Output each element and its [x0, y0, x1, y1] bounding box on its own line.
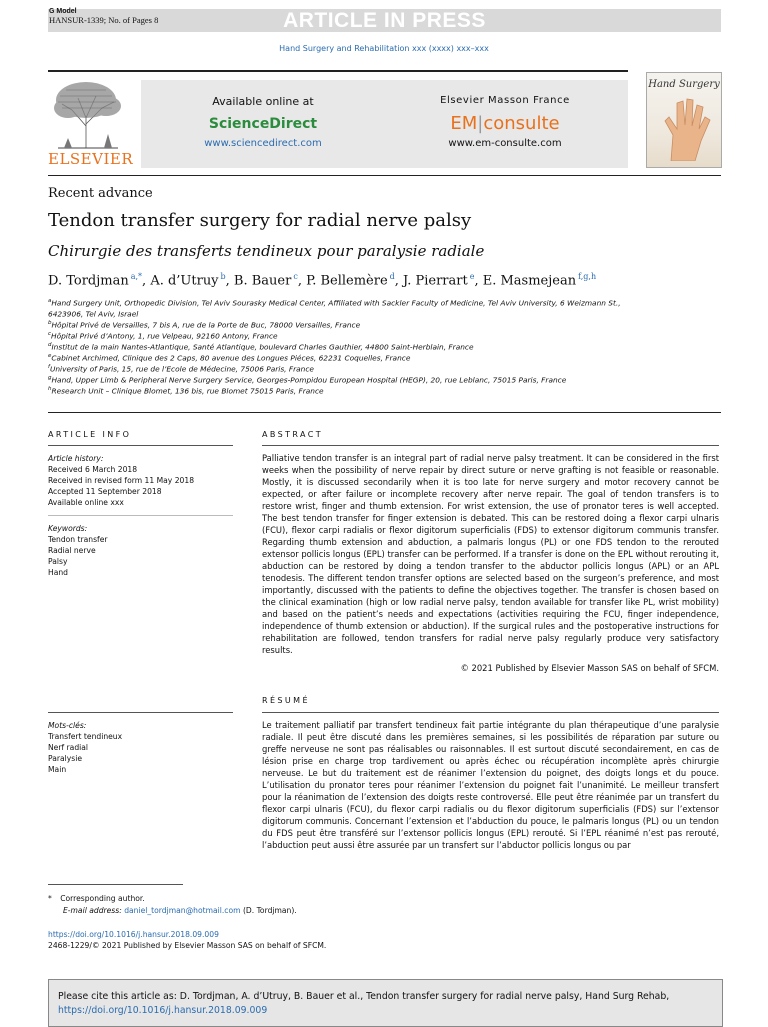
keyword: Hand [48, 568, 68, 577]
motcle: Paralysie [48, 754, 83, 763]
motscles-label: Mots-clés: [48, 721, 87, 730]
motscles-rule [48, 712, 233, 713]
author-name: B. Bauer [233, 273, 292, 289]
author-affiliation-marker[interactable]: d [389, 272, 395, 281]
abstract-heading: ABSTRACT [262, 430, 324, 439]
email-link[interactable]: daniel_tordjman@hotmail.com [124, 906, 241, 915]
affiliation-marker: b [48, 320, 52, 326]
citation-prefix: Please cite this article as: D. Tordjman, A. d’Utruy, B. Bauer et al., Tendon transfer surgery for radial nerve palsy, Hand Surg Rehab, [58, 991, 670, 1002]
info-rule [48, 445, 233, 446]
keyword: Palsy [48, 557, 68, 566]
author-name: D. Tordjman [48, 273, 129, 289]
hand-illustration-icon [655, 95, 713, 161]
header-rule [48, 70, 628, 72]
em-right: consulte [483, 113, 560, 134]
history-item: Received 6 March 2018 [48, 465, 138, 474]
article-type: Recent advance [48, 186, 153, 201]
author-list [48, 272, 596, 288]
history-item: Available online xxx [48, 498, 124, 507]
motscles-block [48, 720, 233, 775]
author-separator: , [142, 273, 151, 289]
email-label: E-mail address: [63, 906, 122, 915]
affiliation-rule [48, 412, 721, 413]
history-item: Accepted 11 September 2018 [48, 487, 162, 496]
affiliation-text: Institut de la main Nantes-Atlantique, Santé Atlantique, boulevard Charles Gauthier, 44800 Saint-Herblain, France [51, 342, 474, 352]
history-item: Received in revised form 11 May 2018 [48, 476, 195, 485]
manuscript-id: HANSUR-1339; No. of Pages 8 [49, 15, 159, 25]
em-consulte-logo[interactable] [420, 113, 590, 134]
em-left: EM [450, 113, 478, 134]
info-rule [48, 515, 233, 516]
author-name: A. d’Utruy [150, 273, 219, 289]
resume-heading: RÉSUMÉ [262, 696, 310, 705]
article-history [48, 453, 233, 508]
em-consulte-link[interactable]: www.em-consulte.com [448, 138, 562, 149]
abstract-text: Palliative tendon transfer is an integral part of radial nerve palsy treatment. It can be considered in the first weeks when the possibility of nerve repair by direct suture or nerve grafting is not feasible or reasonable. Mostly, it is discussed secondarily when it is too late for nerve surgery and motor recovery cannot be expected, or after failure or incomplete recovery after nerve repair. The goal of tendon transfers is to restore wrist, finger and thumb extension. For wrist extension, the use of pronator teres is well accepted. The best tendon transfer for finger extension is debated. This can be restored doing a flexor carpi ulnaris (FCU), flexor carpi radialis or flexor digitorum superficialis (FDS) to extensor digitorum communis transfer. Regarding thumb extension and abduction, a palmaris longus (PL) or one FDS tendon to the rerouted extensor pollicis longus (EPL) transfer can be performed. If a transfer is done on the EPL without rerouting it, abduction can be restored by doing a tendon transfer to the abductor pollicis longus (APL) or an APL tenodesis. The different tendon transfer options are selected based on the surgeon’s preference, and most importantly, discussed with the patients to define the objectives together. The transfer is chosen based on the clinical examination (high or low radial nerve palsy, tendon available for transfer like PL, wrist mobility) and based on the patient’s needs and expectations (activities requiring the FCU, finger independence, independence of thumb extension or abduction). If the surgical rules and the postoperative instructions for rehabilitation are followed, tendon transfers for radial nerve palsy regularly produce very satisfactory results. [262, 453, 719, 655]
author-name: J. Pierrart [403, 273, 468, 289]
author-separator: , [297, 273, 307, 289]
author-affiliation-marker[interactable]: a,* [130, 272, 143, 281]
footnote-star: * [48, 894, 52, 903]
author-separator: , [394, 273, 404, 289]
elsevier-wordmark: ELSEVIER [48, 150, 134, 168]
author-separator: , [225, 273, 234, 289]
affiliation-text: Hôpital Privé d’Antony, 1, rue Velpeau, 92160 Antony, France [51, 331, 278, 341]
citation-box [48, 979, 723, 1027]
affiliation-text: University of Paris, 15, rue de l’Ecole de Médecine, 75006 Paris, France [49, 364, 314, 374]
journal-cover-image [646, 72, 722, 168]
cover-title: Hand Surgery [648, 79, 720, 90]
motcle: Main [48, 765, 67, 774]
motcle: Transfert tendineux [48, 732, 123, 741]
affiliation-text: Hand, Upper Limb & Peripheral Nerve Surgery Service, Georges-Pompidou European Hospital (HEGP), 20, rue Leblanc, 75015 Paris, France [51, 375, 567, 385]
keywords-block [48, 523, 233, 578]
author-name: P. Bellemère [306, 273, 388, 289]
author-affiliation-marker[interactable]: e [469, 272, 475, 281]
author-affiliation-marker[interactable]: c [293, 272, 298, 281]
affiliation-marker: e [48, 353, 52, 359]
email-suffix: (D. Tordjman). [240, 906, 297, 915]
author-affiliation-marker[interactable]: f,g,h [578, 272, 597, 281]
affiliation-marker: h [48, 386, 52, 392]
abstract-copyright: © 2021 Published by Elsevier Masson SAS on behalf of SFCM. [460, 663, 719, 673]
sciencedirect-link[interactable]: www.sciencedirect.com [204, 138, 322, 149]
available-online-label: Available online at [212, 95, 314, 108]
corresponding-label: Corresponding author. [60, 894, 145, 903]
elsevier-masson-label: Elsevier Masson France [440, 95, 570, 106]
email-line [63, 905, 463, 916]
citation-text [58, 990, 718, 1018]
journal-line[interactable]: Hand Surgery and Rehabilitation xxx (xxxx) xxx–xxx [279, 44, 489, 53]
author-affiliation-marker[interactable]: b [220, 272, 226, 281]
affiliation-marker: g [48, 375, 52, 381]
article-title: Tendon transfer surgery for radial nerve palsy [48, 210, 472, 231]
author-name: E. Masmejean [482, 273, 577, 289]
article-in-press-text: ARTICLE IN PRESS [283, 9, 486, 32]
motcle: Nerf radial [48, 743, 89, 752]
banner-rule [48, 175, 721, 176]
affiliation-marker: f [48, 364, 50, 370]
footnote-rule [48, 884, 183, 885]
logo-divider: | [477, 113, 484, 134]
doi-link[interactable]: https://doi.org/10.1016/j.hansur.2018.09.009 [48, 930, 219, 939]
author-separator: , [474, 273, 483, 289]
affiliation-marker: d [48, 342, 52, 348]
citation-doi-link[interactable]: https://doi.org/10.1016/j.hansur.2018.09.009 [58, 1005, 268, 1016]
keyword: Tendon transfer [48, 535, 108, 544]
affiliation-text: Hôpital Privé de Versailles, 7 bis A, rue de la Porte de Buc, 78000 Versailles, France [51, 320, 361, 330]
sciencedirect-logo[interactable]: ScienceDirect [208, 116, 318, 132]
abstract-rule [262, 445, 719, 446]
g-model-label: G Model [49, 8, 77, 15]
history-label: Article history: [48, 454, 104, 463]
affiliation-text: 6423906, Tel Aviv, Israel [48, 309, 139, 319]
affiliation-text: Cabinet Archimed, Clinique des 2 Caps, 80 avenue des Longues Piéces, 62231 Coquelles, France [51, 353, 411, 363]
corresponding-note [48, 893, 448, 904]
issn-line: 2468-1229/© 2021 Published by Elsevier Masson SAS on behalf of SFCM. [48, 941, 327, 950]
affiliation-text: Hand Surgery Unit, Orthopedic Division, Tel Aviv Sourasky Medical Center, Affiliated with Sackler Faculty of Medicine, Tel Aviv University, 6 Weizmann St., [51, 298, 621, 308]
article-subtitle: Chirurgie des transferts tendineux pour paralysie radiale [48, 242, 485, 260]
article-info-heading: ARTICLE INFO [48, 430, 132, 439]
affiliation-text: Research Unit – Clinique Blomet, 136 bis, rue Blomet 75015 Paris, France [51, 386, 324, 396]
affiliation-line [48, 384, 633, 396]
affiliation-marker: a [48, 298, 52, 304]
resume-rule [262, 712, 719, 713]
resume-text: Le traitement palliatif par transfert tendineux fait partie intégrante du plan thérapeutique d’une paralysie radiale. Il peut être discuté dans les premières semaines, si les possibilités de réparation par suture ou greffe nerveuse ne sont pas réalisables ou raisonnables. Il est surtout discuté secondairement, en cas de lésion prise en charge trop tardivement ou après échec ou récupération incomplète après chirurgie nerveuse. Le but du traitement est de réanimer l’extension du poignet, des doigts longs et du pouce. L’utilisation du pronator teres pour réanimer l’extension du poignet fait l’unanimité. Le meilleur transfert pour la réanimation de l’extension des doigts reste controversé. Elle peut être réanimée par un transfert du flexor carpi ulnaris (FCU), du flexor carpi radialis ou du flexor digitorum superficialis (FDS) sur l’extensor digitorum communis. Concernant l’extension et l’abduction du pouce, le palmaris longus (PL) ou un tendon du FDS peut être transféré sur l’extensor pollicis longus (EPL) rerouté. Si l’EPL réanimé n’est pas rerouté, l’abduction peut aussi être assurée par un transfert sur l’abductor pollicis longus ou par [262, 720, 719, 850]
keywords-label: Keywords: [48, 524, 88, 533]
keyword: Radial nerve [48, 546, 96, 555]
affiliation-marker: c [48, 331, 52, 337]
